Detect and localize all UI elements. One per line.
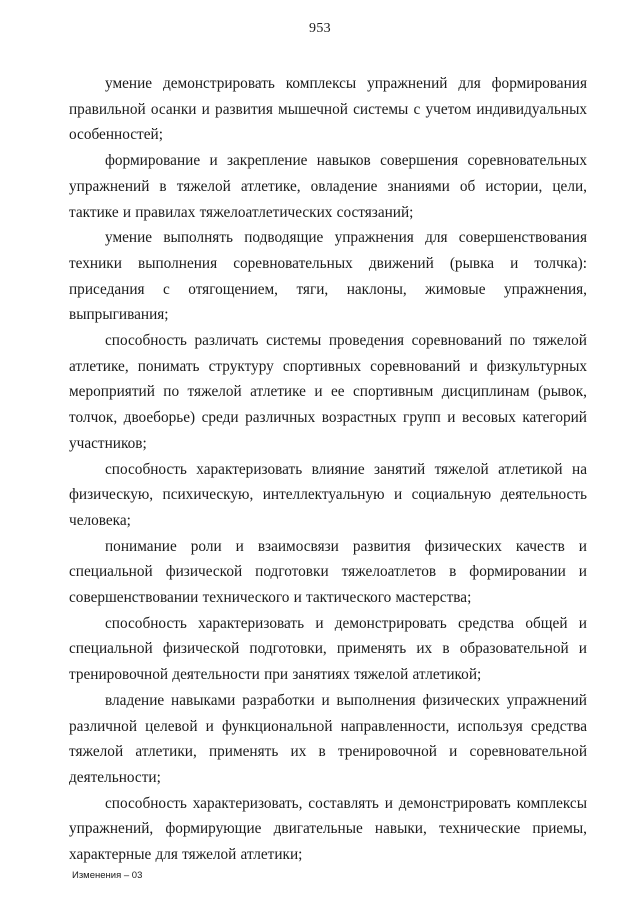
paragraph-5: способность характеризовать влияние занятий тяжелой атлетикой на физическую, психическую, интеллектуальную и социальную деятельность человека; [69, 460, 587, 529]
paragraph-9: способность характеризовать, составлять и демонстрировать комплексы упражнений, формирующие двигательные навыки, технические приемы, характерные для тяжелой атлетики; [69, 794, 587, 864]
paragraph-6: понимание роли и взаимосвязи развития физических качеств и специальной физической подготовки тяжелоатлетов в формировании и совершенствовании технического и тактического мастерства; [69, 537, 587, 607]
paragraph-1: умение демонстрировать комплексы упражнений для формирования правильной осанки и развития мышечной системы с учетом индивидуальных особенностей; [69, 75, 587, 144]
paragraph-7: способность характеризовать и демонстрировать средства общей и специальной физической подготовки, применять их в образовательной и тренировочной деятельности при занятиях тяжелой атлетикой; [69, 614, 587, 684]
page-number: 953 [309, 21, 331, 36]
paragraph-8: владение навыками разработки и выполнения физических упражнений различной целевой и функциональной направленности, используя средства тяжелой атлетики, применять их в тренировочной и соревновательной деятельности; [69, 691, 587, 786]
revision-note: Изменения – 03 [72, 870, 143, 881]
paragraph-2: формирование и закрепление навыков совершения соревновательных упражнений в тяжелой атлетике, овладение знаниями об истории, цели, тактике и правилах тяжелоатлетических состязаний; [69, 152, 587, 221]
document-body [69, 71, 587, 868]
paragraph-4: способность различать системы проведения соревнований по тяжелой атлетике, понимать структуру спортивных соревнований и физкультурных мероприятий по тяжелой атлетике и ее спортивным дисциплинам (рывок, толчок, двоеборье) среди различных возрастных групп и весовых категорий участников; [69, 332, 587, 452]
paragraph-3: умение выполнять подводящие упражнения для совершенствования техники выполнения соревновательных движений (рывка и толчка): приседания с отягощением, тяги, наклоны, жимовые упражнения, выпрыгивания; [69, 229, 587, 324]
